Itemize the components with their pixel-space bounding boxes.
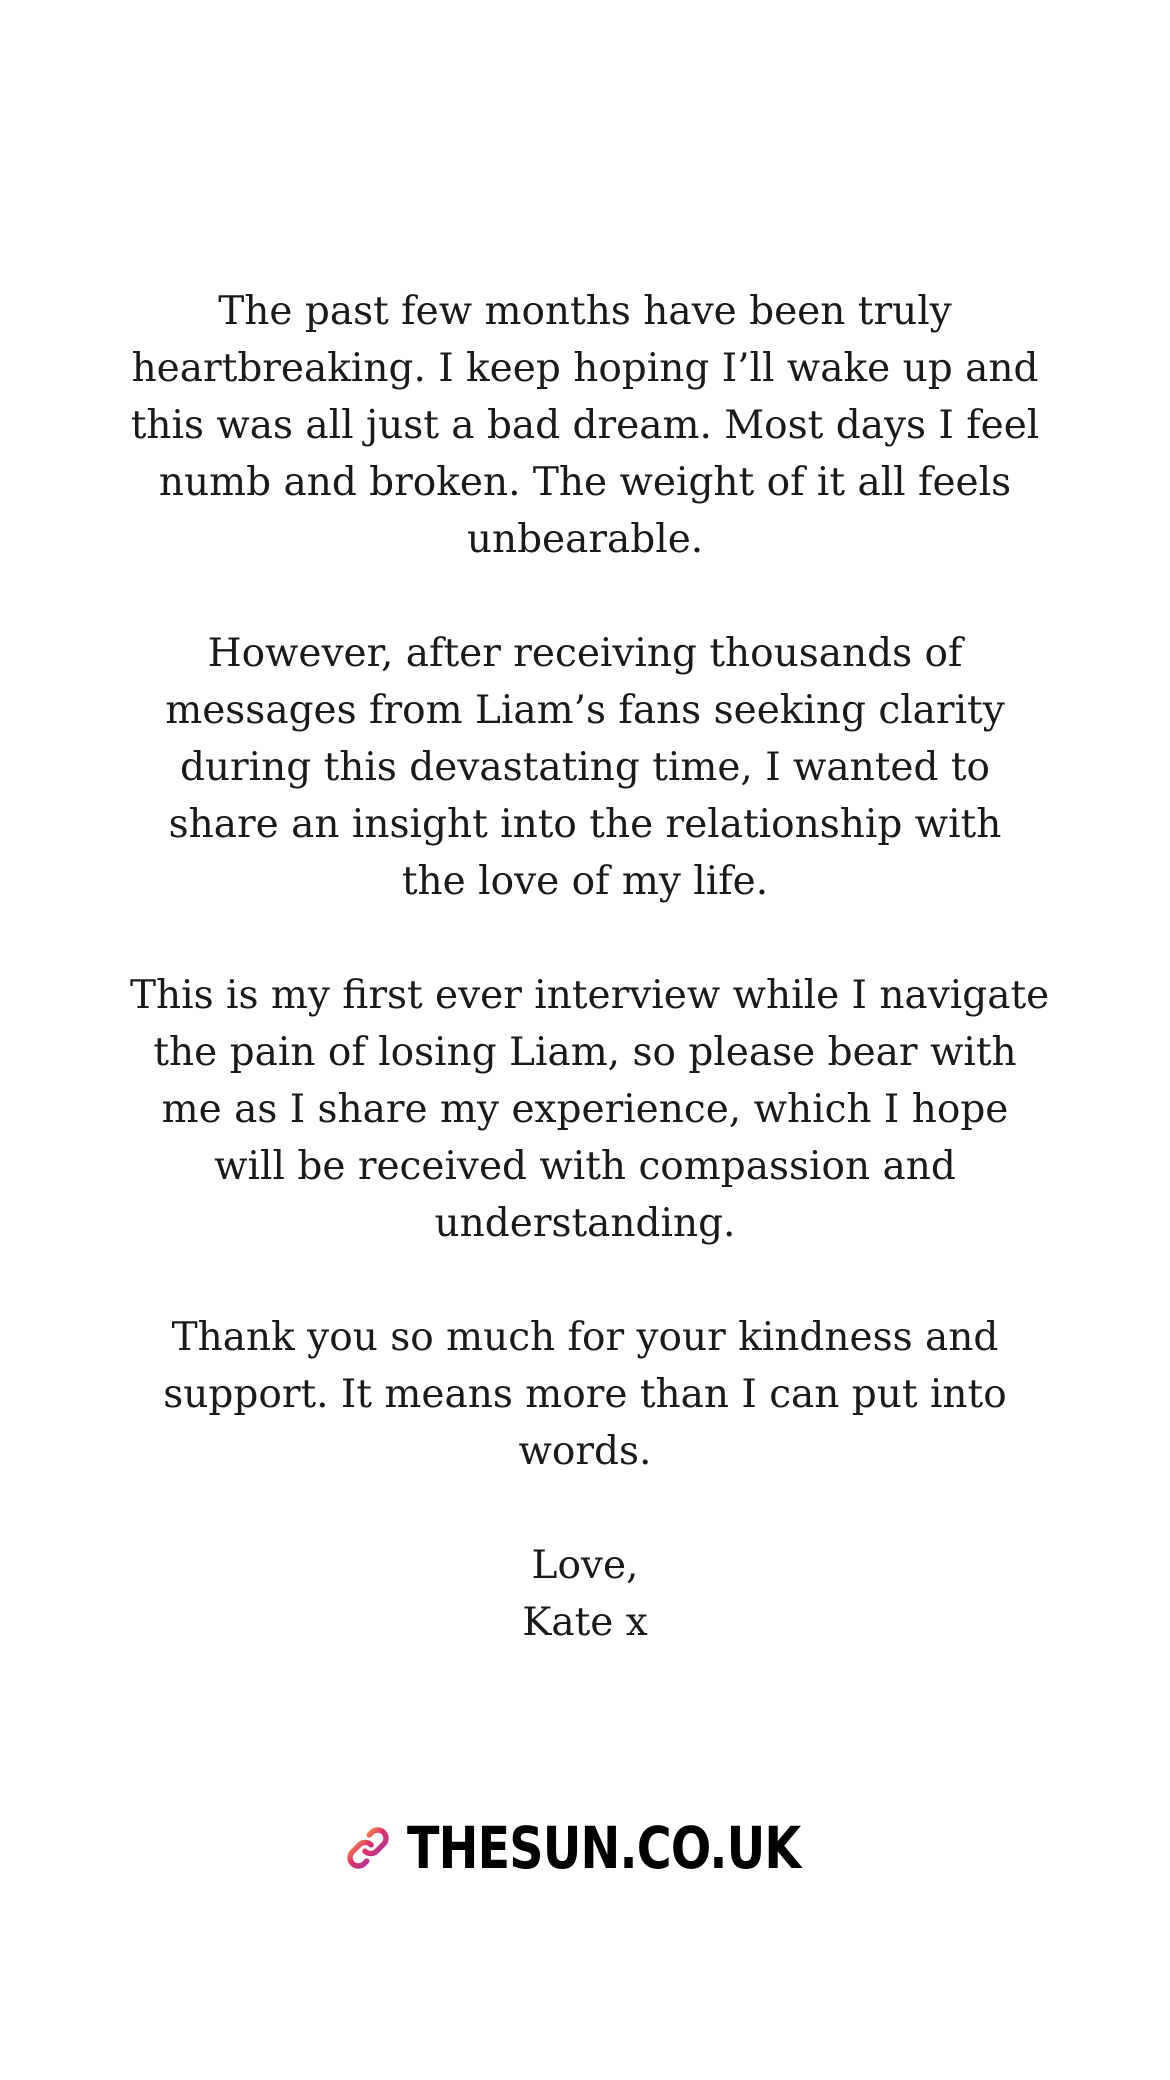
text-line: Thank you so much for your kindness and	[171, 1315, 999, 1360]
link-icon	[343, 1823, 393, 1873]
text-line: this was all just a bad dream. Most days I feel	[130, 403, 1040, 448]
text-line: understanding.	[434, 1201, 736, 1246]
sign-off	[130, 1537, 1040, 1651]
statement-paragraph-1	[130, 283, 1040, 568]
text-line: share an insight into the relationship with	[168, 802, 1002, 847]
text-line: words.	[518, 1429, 652, 1474]
statement-paragraph-2	[130, 625, 1040, 910]
text-line: support. It means more than I can put into	[163, 1372, 1007, 1417]
text-line: me as I share my experience, which I hope	[161, 1087, 1009, 1132]
text-line: the love of my life.	[401, 859, 769, 904]
signature-text: Kate x	[522, 1600, 648, 1645]
text-line: numb and broken. The weight of it all feels	[158, 460, 1012, 505]
text-line: This is my first ever interview while I navigate	[130, 973, 1050, 1018]
statement-paragraph-3	[130, 967, 1050, 1252]
text-line: However, after receiving thousands of	[207, 631, 963, 676]
statement-paragraph-4	[130, 1309, 1040, 1480]
text-line: messages from Liam’s fans seeking clarity	[165, 688, 1005, 733]
text-line: unbearable.	[466, 517, 704, 562]
text-line: heartbreaking. I keep hoping I’ll wake up and	[131, 346, 1039, 391]
text-line: The past few months have been truly	[218, 289, 952, 334]
text-line: the pain of losing Liam, so please bear with	[153, 1030, 1017, 1075]
link-sticker[interactable]	[0, 1808, 1170, 1888]
statement-text	[130, 283, 1050, 1651]
text-line: will be received with compassion and	[214, 1144, 956, 1189]
link-sticker-label[interactable]: THESUN.CO.UK	[407, 1814, 801, 1882]
text-line: during this devastating time, I wanted to	[179, 745, 991, 790]
closing-text: Love,	[531, 1543, 639, 1588]
